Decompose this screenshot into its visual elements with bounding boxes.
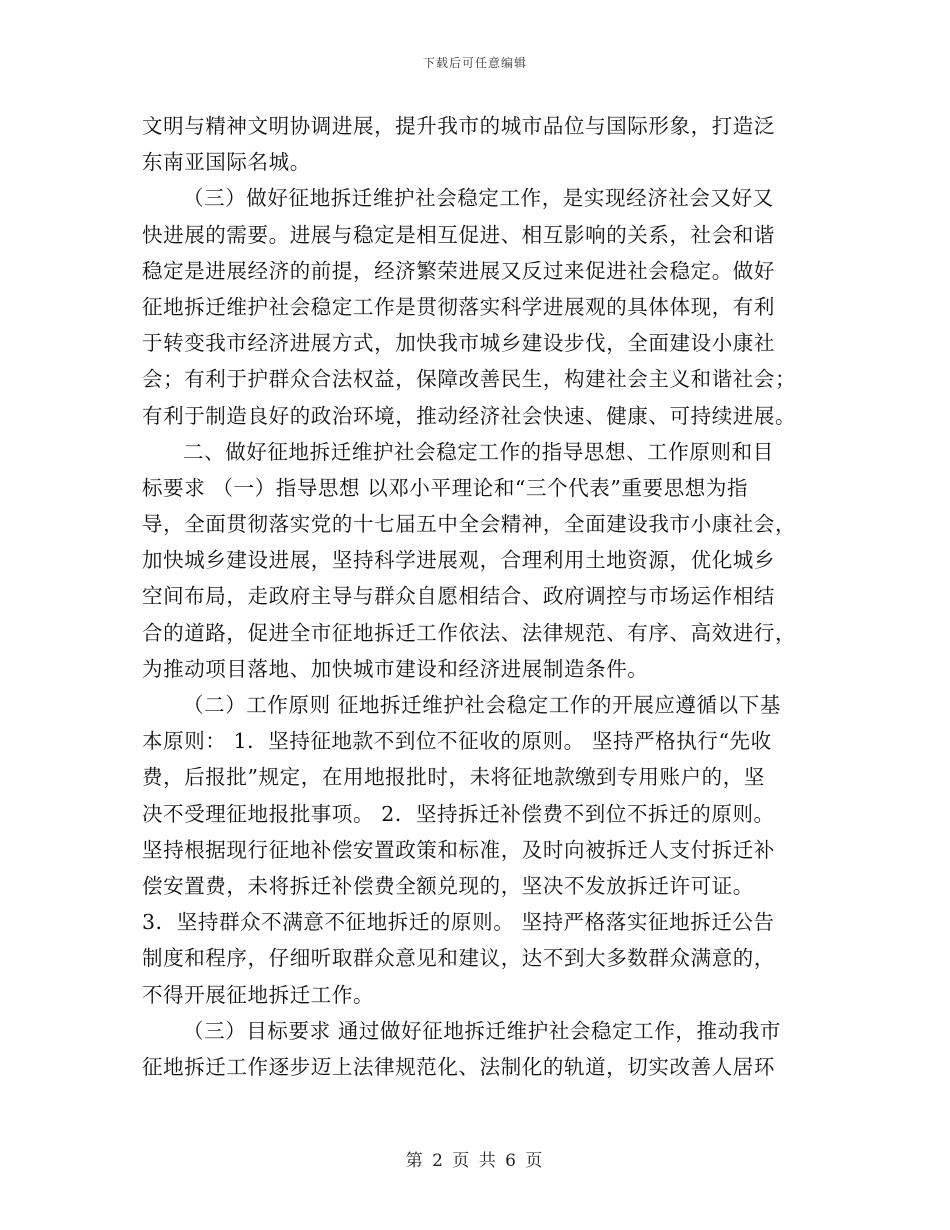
text-line: 文明与精神文明协调进展，提升我市的城市品位与国际形象，打造泛	[142, 114, 775, 138]
document-body	[142, 108, 810, 1085]
page-header: 下载后可任意编辑	[422, 56, 527, 70]
text-line: 3．坚持群众不满意不征地拆迁的原则。 坚持严格落实征地拆迁公告	[142, 910, 775, 935]
text-line: 决不受理征地报批事项。 2．坚持拆迁补偿费不到位不拆迁的原则。	[142, 801, 775, 826]
text-line: 本原则： 1．坚持征地款不到位不征收的原则。 坚持严格执行“先收	[142, 729, 772, 754]
text-line: 二、做好征地拆迁维护社会稳定工作的指导思想、工作原则和目	[183, 439, 774, 464]
text-line: 东南亚国际名城。	[142, 150, 311, 175]
text-line: 为推动项目落地、加快城市建设和经济进展制造条件。	[142, 656, 649, 681]
text-line: 会；有利于护群众合法权益，保障改善民生，构建社会主义和谐社会；	[142, 367, 797, 392]
text-line: 坚持根据现行征地补偿安置政策和标准，及时向被拆迁人支付拆迁补	[142, 837, 775, 862]
text-line: 征地拆迁工作逐步迈上法律规范化、法制化的轨道，切实改善人居环	[142, 1054, 775, 1079]
text-line: 稳定是进展经济的前提，经济繁荣进展又反过来促进社会稳定。做好	[142, 258, 775, 283]
text-line: 于转变我市经济进展方式，加快我市城乡建设步伐，全面建设小康社	[142, 331, 775, 356]
text-line: 征地拆迁维护社会稳定工作是贯彻落实科学进展观的具体体现，有利	[142, 294, 775, 319]
text-line: （三）目标要求 通过做好征地拆迁维护社会稳定工作，推动我市	[183, 1018, 781, 1043]
page-number: 第 2 页 共 6 页	[405, 1151, 545, 1171]
text-line: （三）做好征地拆迁维护社会稳定工作，是实现经济社会又好又	[183, 186, 774, 211]
text-line: 有利于制造良好的政治环境，推动经济社会快速、健康、可持续进展。	[142, 403, 797, 428]
text-line: 偿安置费，未将拆迁补偿费全额兑现的，坚决不发放拆迁许可证。	[142, 873, 754, 898]
text-line: （二）工作原则 征地拆迁维护社会稳定工作的开展应遵循以下基	[183, 693, 781, 717]
text-line: 快进展的需要。进展与稳定是相互促进、相互影响的关系，社会和谐	[142, 222, 775, 247]
text-line: 不得开展征地拆迁工作。	[142, 982, 375, 1007]
text-line: 制度和程序，仔细听取群众意见和建议，达不到大多数群众满意的，	[142, 946, 775, 971]
text-line: 导，全面贯彻落实党的十七届五中全会精神，全面建设我市小康社会，	[142, 512, 797, 537]
text-line: 加快城乡建设进展，坚持科学进展观，合理利用土地资源，优化城乡	[142, 548, 775, 573]
text-line: 合的道路，促进全市征地拆迁工作依法、法律规范、有序、高效进行，	[142, 620, 797, 645]
text-line: 空间布局，走政府主导与群众自愿相结合、政府调控与市场运作相结	[142, 584, 775, 609]
text-line: 标要求 （一）指导思想 以邓小平理论和“三个代表”重要思想为指	[142, 475, 749, 500]
text-line: 费，后报批”规定，在用地报批时，未将征地款缴到专用账户的，坚	[142, 765, 765, 790]
